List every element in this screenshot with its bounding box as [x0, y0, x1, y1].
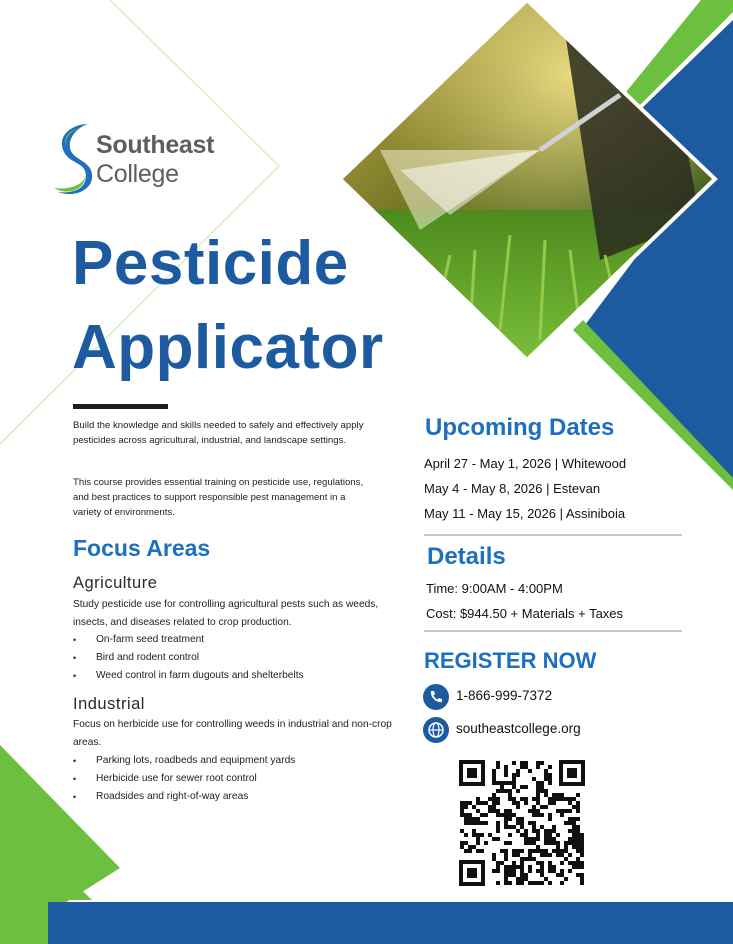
industrial-list — [73, 752, 295, 806]
divider — [424, 534, 682, 536]
list-item: • Herbicide use for sewer root control — [73, 770, 295, 788]
globe-icon — [423, 717, 449, 743]
industrial-description: Focus on herbicide use for controlling weeds in industrial and non-crop areas. — [73, 719, 392, 748]
intro-paragraph-1: Build the knowledge and skills needed to safely and effectively apply pesticides across agricultural, industrial, and landscape settings. — [73, 420, 364, 446]
details-heading: Details — [427, 543, 506, 570]
college-name-line1: Southeast — [96, 131, 215, 159]
agriculture-list — [73, 631, 304, 685]
date-item: May 11 - May 15, 2026 | Assiniboia — [424, 506, 626, 521]
date-item: May 4 - May 8, 2026 | Estevan — [424, 481, 601, 496]
list-item: • On-farm seed treatment — [73, 631, 304, 649]
title-underline — [73, 404, 168, 409]
focus-areas-heading: Focus Areas — [73, 535, 211, 561]
divider — [424, 630, 682, 632]
title-line1: Pesticide — [72, 229, 349, 298]
list-item: • Parking lots, roadbeds and equipment yards — [73, 752, 295, 770]
phone-icon — [423, 684, 449, 710]
website-link[interactable]: southeastcollege.org — [456, 721, 581, 736]
college-name — [96, 131, 214, 189]
date-item: April 27 - May 1, 2026 | Whitewood — [424, 456, 627, 471]
upcoming-dates-heading: Upcoming Dates — [425, 414, 615, 441]
footer-bar — [45, 902, 733, 944]
qr-code[interactable] — [459, 760, 585, 886]
title-line2: Applicator — [72, 313, 384, 382]
details-cost: Cost: $944.50 + Materials + Taxes — [426, 606, 624, 621]
register-heading: REGISTER NOW — [424, 648, 597, 673]
dates-list — [424, 451, 626, 526]
phone-number[interactable]: 1-866-999-7372 — [456, 688, 553, 703]
list-item: • Weed control in farm dugouts and shelterbelts — [73, 667, 304, 685]
details-time: Time: 9:00AM - 4:00PM — [426, 581, 563, 596]
college-name-line2: College — [96, 160, 179, 188]
intro-paragraph-2: This course provides essential training on pesticide use, regulations, and best practices to support responsible pest management in a variety of environments. — [73, 477, 364, 518]
page-title — [72, 222, 384, 390]
details-list — [426, 576, 623, 626]
agriculture-description: Study pesticide use for controlling agricultural pests such as weeds, insects, and diseases related to crop production. — [73, 599, 379, 628]
industrial-heading: Industrial — [73, 695, 145, 713]
list-item: • Roadsides and right-of-way areas — [73, 788, 295, 806]
list-item: • Bird and rodent control — [73, 649, 304, 667]
agriculture-heading: Agriculture — [73, 574, 158, 592]
